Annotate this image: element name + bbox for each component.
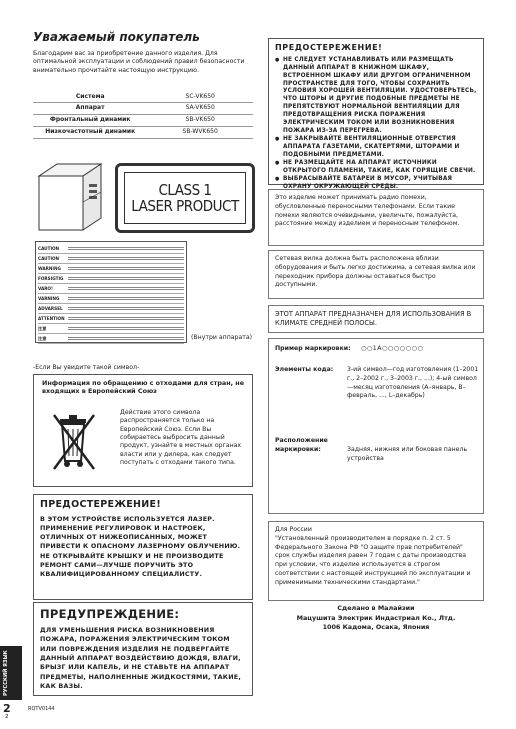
marking-example-value: ○○1А○○○○○○○ <box>361 345 424 352</box>
warning-label-key: CAUTION <box>38 255 60 261</box>
laser-label-line1: CLASS 1 <box>158 180 212 199</box>
manufacturer-info <box>268 604 484 633</box>
list-item <box>38 274 184 284</box>
fire-warning-body: ДЛЯ УМЕНЬШЕНИЯ РИСКА ВОЗНИКНОВЕНИЯ ПОЖАРА, ПОРАЖЕНИЯ ЭЛЕКТРИЧЕСКИМ ТОКОМ ИЛИ ПОВРЕЖДЕНИЯ ИЗДЕЛИЯ НЕ ПОДВЕРГАЙТЕ ДАННЫЙ АППАРАТ ВОЗДЕЙСТВИЮ ДОЖДЯ, ВЛАГИ, БРЫЗГ ИЛИ КАПЕЛЬ, И НЕ СТАВЬТЕ НА АППАРАТ ПРЕДМЕТЫ, НАПОЛНЕННЫЕ ЖИДКОСТЯМИ, ТАКИЕ, КАК ВАЗЫ. <box>40 626 241 690</box>
laser-caution-heading: ПРЕДОСТЕРЕЖЕНИЕ! <box>40 499 161 510</box>
manufacturer-name: Мацушита Электрик Индастриал Ко., Лтд. <box>296 613 456 622</box>
list-item <box>38 254 184 264</box>
radio-interference-note: Это изделие может принимать радио помехи, обусловленные переносными телефонами. Если такие помехи являются очевидными, увеличьте, пожалуйста, расстояние между изделием и переносным телефоном. <box>268 189 484 246</box>
marking-codes-label: Элементы кода: <box>275 366 334 373</box>
made-in-line: Сделано в Малайзии <box>337 604 415 612</box>
page-number-small: 2 <box>5 714 9 720</box>
list-item <box>38 294 184 304</box>
weee-box <box>33 374 253 487</box>
table-row <box>33 114 253 126</box>
spec-value: SC-VK650 <box>147 91 253 102</box>
spec-value: SA-VK650 <box>147 102 253 114</box>
weee-heading: Информация по обращению с отходами для стран, не входящих в Европейский Союз <box>42 379 245 396</box>
language-tab-label: РУССКИЙ ЯЗЫК <box>3 650 9 696</box>
manufacturer-address: 1006 Кадома, Осака, Япония <box>322 623 430 632</box>
spec-key: Фронтальный динамик <box>33 114 147 126</box>
marking-place-label: Расположение маркировки: <box>275 437 328 453</box>
laser-caution-box <box>33 494 253 600</box>
warning-label-key: 注意 <box>38 335 47 341</box>
russia-note-title: Для России <box>275 526 312 533</box>
list-item: ● ВЫБРАСЫВАЙТЕ БАТАРЕИ В МУСОР, УЧИТЫВАЯ ОХРАНУ ОКРУЖАЮЩЕЙ СРЕДЫ. <box>275 176 477 192</box>
language-tab <box>0 646 22 700</box>
warning-label-key: 注意 <box>38 325 47 331</box>
crossed-bin-icon <box>50 409 98 475</box>
weee-text: Действие этого символа распространяется только на Европейский Союз. Если Вы собираетесь выбросить данный продукт, узнайте в местных органах власти или у дилера, как следует поступать с отходами такого типа. <box>120 409 242 467</box>
table-row <box>33 91 253 102</box>
caution-list <box>275 57 477 193</box>
marking-codes-value: 3-ий символ—год изготовления (1–2001 г., 2–2002 г., 3–2003 г., ...); 4-ый символ—месяц изготовления (А–январь, В–февраль, ..., L–декабрь) <box>347 366 479 400</box>
russia-service-life-note <box>268 521 484 601</box>
laser-caution-body: В ЭТОМ УСТРОЙСТВЕ ИСПОЛЬЗУЕТСЯ ЛАЗЕР. ПРИМЕНЕНИЕ РЕГУЛИРОВОК И НАСТРОЕК, ОТЛИЧНЫХ ОТ НИЖЕОПИСАННЫХ, МОЖЕТ ПРИВЕСТИ К ОПАСНОМУ ЛАЗЕРНОМУ ОБЛУЧЕНИЮ. НЕ ОТКРЫВАЙТЕ КРЫШКУ И НЕ ПРОИЗВОДИТЕ РЕМОНТ САМИ—ЛУЧШЕ ПОРУЧИТЬ ЭТО КВАЛИФИЦИРОВАННОМУ СПЕЦИАЛИСТУ. <box>40 514 241 579</box>
table-row <box>33 102 253 114</box>
spec-key: Система <box>33 91 147 102</box>
spec-table <box>33 91 253 139</box>
symbol-note: -Если Вы увидите такой символ- <box>33 364 140 371</box>
marking-box <box>268 338 484 514</box>
mains-plug-note: Сетевая вилка должна быть расположена вблизи оборудования и быть легко достижима, а сетевая вилка или переходник прибора должны оставаться быстро доступными. <box>268 250 484 299</box>
list-item: ● НЕ ЗАКРЫВАЙТЕ ВЕНТИЛЯЦИОННЫЕ ОТВЕРСТИЯ АППАРАТА ГАЗЕТАМИ, СКАТЕРТЯМИ, ШТОРАМИ И ПОДОБНЫМИ ПРЕДМЕТАМИ. <box>275 136 477 160</box>
inside-note: (Внутри аппарата) <box>191 334 253 341</box>
laser-label-line2: LASER PRODUCT <box>131 197 239 215</box>
list-item <box>38 334 184 344</box>
fire-warning-heading: ПРЕДУПРЕЖДЕНИЕ: <box>40 607 180 621</box>
spec-value: SB-VK650 <box>147 114 253 126</box>
warning-label-key: VARNING <box>38 295 60 301</box>
warning-label-key: CAUTION <box>38 245 60 251</box>
document-code: RQTV0144 <box>28 706 55 712</box>
list-item <box>38 284 184 294</box>
page-title: Уважаемый покупатель <box>33 30 200 44</box>
ventilation-caution-box <box>268 38 484 191</box>
device-illustration <box>33 158 109 236</box>
table-row <box>33 126 253 138</box>
page-number: 2 <box>3 702 11 715</box>
spec-key: Низкочастотный динамик <box>33 126 147 138</box>
intro-text: Благодарим вас за приобретение данного изделия. Для оптимальной эксплуатации и соблюдений правил безопасности внимательно прочитайте настоящую инструкцию. <box>33 50 245 74</box>
list-item <box>38 244 184 254</box>
warning-label-key: ATTENTION <box>38 315 65 321</box>
warning-label-key: WARNING <box>38 265 61 271</box>
russia-note-text: "Установленный производителем в порядке п. 2 ст. 5 Федерального Закона РФ "О защите прав потребителей" срок службы изделия равен 7 годам с даты производства при условии, что изделие используется в строгом соответствии с настоящей инструкцией по эксплуатации и применимыми техническими стандартами." <box>275 534 471 586</box>
marking-example-label: Пример маркировки: <box>275 345 351 352</box>
laser-class-label <box>115 163 255 233</box>
ventilation-caution-heading: ПРЕДОСТЕРЕЖЕНИЕ! <box>275 43 383 52</box>
spec-value: SB-WVK650 <box>147 126 253 138</box>
laser-warning-label <box>35 241 187 343</box>
warning-label-key: FORSIGTIG <box>38 275 64 281</box>
spec-key: Аппарат <box>33 102 147 114</box>
list-item: ● НЕ СЛЕДУЕТ УСТАНАВЛИВАТЬ ИЛИ РАЗМЕЩАТЬ ДАННЫЙ АППАРАТ В КНИЖНОМ ШКАФУ, ВСТРОЕННОМ ШКАФУ ИЛИ ДРУГОМ ОГРАНИЧЕННОМ ПРОСТРАНСТВЕ ДЛЯ ТОГО, ЧТОБЫ СОХРАНИТЬ УСЛОВИЯ ХОРОШЕЙ ВЕНТИЛЯЦИИ. УДОСТОВЕРЬТЕСЬ, ЧТО ШТОРЫ И ДРУГИЕ ПОДОБНЫЕ ПРЕДМЕТЫ НЕ ПРЕПЯТСТВУЮТ НОРМАЛЬНОЙ ВЕНТИЛЯЦИИ ДЛЯ ПРЕДОТВРАЩЕНИЯ РИСКА ПОРАЖЕНИЯ ЭЛЕКТРИЧЕСКИМ ТОКОМ ИЛИ ВОЗНИКНОВЕНИЯ ПОЖАРА ИЗ-ЗА ПЕРЕГРЕВА. <box>275 57 477 137</box>
list-item <box>38 304 184 314</box>
warning-label-key: ADVARSEL <box>38 305 63 311</box>
list-item <box>38 264 184 274</box>
list-item <box>38 314 184 324</box>
list-item: ● НЕ РАЗМЕЩАЙТЕ НА АППАРАТ ИСТОЧНИКИ ОТКРЫТОГО ПЛАМЕНИ, ТАКИЕ, КАК ГОРЯЩИЕ СВЕЧИ. <box>275 160 477 176</box>
warning-label-key: VARO! <box>38 285 53 291</box>
list-item <box>38 324 184 334</box>
fire-warning-box <box>33 602 253 696</box>
marking-place-value: Задняя, нижняя или боковая панель устройства <box>347 446 468 462</box>
climate-note: ЭТОТ АППАРАТ ПРЕДНАЗНАЧЕН ДЛЯ ИСПОЛЬЗОВАНИЯ В КЛИМАТЕ СРЕДНЕЙ ПОЛОСЫ. <box>268 305 484 333</box>
